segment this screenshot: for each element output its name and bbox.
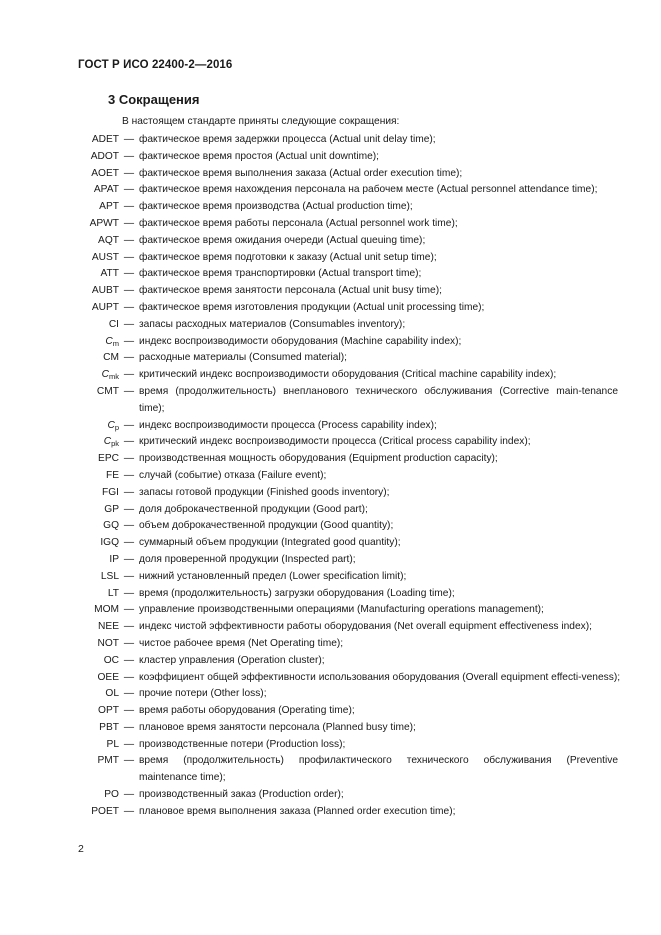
dash-separator: — (123, 705, 135, 717)
abbreviation-term: PMT (97, 755, 119, 767)
abbreviation-definition: фактическое время задержки процесса (Actual unit delay time); (139, 134, 436, 145)
abbreviation-term: OC (103, 654, 119, 666)
dash-separator: — (123, 553, 135, 565)
abbreviation-term (0, 418, 119, 435)
abbreviation-definition: фактическое время выполнения заказа (Actual order execution time); (139, 167, 463, 179)
dash-separator: — (123, 604, 135, 616)
abbreviation-entry (0, 502, 661, 519)
dash-separator: — (123, 503, 135, 515)
abbreviation-definition: расходные материалы (Consumed material); (139, 352, 347, 364)
abbreviation-subscript: pk (111, 439, 119, 449)
abbreviation-definition: производственный заказ (Production order); (139, 789, 344, 801)
abbreviation-definition: время (продолжительность) загрузки оборудования (Loading time); (139, 587, 455, 599)
abbreviation-entry (0, 199, 661, 216)
abbreviation-entry (0, 149, 661, 166)
abbreviation-entry (0, 418, 661, 435)
abbreviation-entry (0, 334, 661, 351)
abbreviation-term: FE (105, 469, 119, 481)
abbreviation-symbol: C (101, 369, 109, 381)
abbreviation-term: EPC (98, 453, 119, 465)
abbreviation-entry (0, 653, 661, 670)
abbreviation-entry (0, 720, 661, 737)
abbreviation-entry (0, 753, 661, 787)
dash-separator: — (123, 789, 135, 801)
abbreviation-entry (0, 686, 661, 703)
abbreviation-term: OPT (98, 705, 119, 717)
abbreviation-entry (0, 737, 661, 754)
abbreviation-definition: фактическое время нахождения персонала на рабочем месте (Actual personnel attendance time); (139, 184, 598, 196)
dash-separator: — (123, 486, 135, 498)
abbreviation-definition: время работы оборудования (Operating time); (139, 705, 355, 717)
abbreviation-entry (0, 619, 661, 636)
abbreviation-definition: фактическое время занятости персонала (Actual unit busy time); (139, 285, 442, 297)
abbreviation-definition: время (продолжительность) профилактического технического обслуживания (Preventive maintenance time); (139, 755, 618, 784)
abbreviation-term: IGQ (100, 537, 119, 549)
abbreviation-term: PO (104, 789, 119, 801)
abbreviation-definition: доля доброкачественной продукции (Good part); (139, 503, 368, 515)
abbreviation-term: OL (105, 688, 119, 700)
abbreviation-definition: суммарный объем продукции (Integrated good quantity); (139, 537, 401, 549)
abbreviation-definition: прочие потери (Other loss); (139, 688, 267, 700)
abbreviation-definition: запасы готовой продукции (Finished goods inventory); (139, 486, 390, 498)
abbreviation-entry (0, 317, 661, 334)
abbreviation-entry (0, 283, 661, 300)
dash-separator: — (123, 301, 135, 313)
abbreviation-definition: плановое время занятости персонала (Planned busy time); (139, 721, 416, 733)
abbreviation-symbol: C (103, 436, 112, 448)
abbreviation-term (0, 367, 119, 384)
abbreviation-definition: управление производственными операциями (Manufacturing operations management); (139, 604, 544, 616)
abbreviation-entry (0, 132, 661, 149)
dash-separator: — (123, 150, 135, 162)
dash-separator: — (123, 755, 135, 767)
abbreviation-term: CI (108, 318, 119, 330)
abbreviation-definition: производственные потери (Production loss); (139, 738, 346, 750)
abbreviation-term: CM (103, 352, 119, 364)
abbreviation-definition: критический индекс воспроизводимости процесса (Critical process capability index); (139, 436, 531, 448)
abbreviation-entry (0, 703, 661, 720)
dash-separator: — (123, 520, 135, 532)
abbreviation-term: GQ (103, 520, 119, 532)
abbreviation-term: APT (99, 201, 119, 213)
dash-separator: — (123, 234, 135, 246)
abbreviation-definition: доля проверенной продукции (Inspected part); (139, 553, 356, 565)
dash-separator: — (123, 134, 135, 145)
abbreviation-term: CMT (96, 385, 119, 397)
abbreviation-definition: фактическое время работы персонала (Actual personnel work time); (139, 217, 458, 229)
dash-separator: — (123, 637, 135, 649)
abbreviation-definition: производственная мощность оборудования (Equipment production capacity); (139, 453, 498, 465)
abbreviation-term: ADET (91, 134, 119, 145)
abbreviation-definition: индекс воспроизводимости оборудования (Machine capability index); (139, 335, 462, 347)
section-title: 3 Сокращения (108, 92, 200, 107)
abbreviation-entry (0, 166, 661, 183)
abbreviation-term: AQT (98, 234, 119, 246)
abbreviation-term: ADOT (90, 150, 119, 162)
abbreviation-definition: фактическое время изготовления продукции (Actual unit processing time); (139, 301, 485, 313)
abbreviation-definition: случай (событие) отказа (Failure event); (139, 469, 327, 481)
abbreviation-term: MOM (94, 604, 119, 616)
abbreviation-entry (0, 552, 661, 569)
abbreviation-term: FGI (102, 486, 119, 498)
abbreviation-entry (0, 787, 661, 804)
abbreviation-term: APAT (93, 184, 119, 196)
abbreviation-term: AUST (91, 251, 119, 263)
dash-separator: — (123, 688, 135, 700)
abbreviation-definition: время (продолжительность) внепланового технического обслуживания (Corrective main-tenance time); (139, 385, 618, 414)
abbreviation-list (0, 132, 661, 821)
section-intro: В настоящем стандарте приняты следующие сокращения: (122, 116, 400, 127)
dash-separator: — (123, 184, 135, 196)
abbreviation-term: ATT (100, 268, 119, 280)
dash-separator: — (123, 385, 135, 397)
dash-separator: — (123, 201, 135, 213)
dash-separator: — (123, 621, 135, 633)
abbreviation-term: AUBT (91, 285, 119, 297)
abbreviation-definition: нижний установленный предел (Lower specification limit); (139, 570, 407, 582)
dash-separator: — (123, 369, 135, 381)
abbreviation-term: PBT (99, 721, 119, 733)
abbreviation-definition: плановое время выполнения заказа (Planned order execution time); (139, 805, 456, 817)
abbreviation-definition: фактическое время простоя (Actual unit downtime); (139, 150, 379, 162)
abbreviation-entry (0, 586, 661, 603)
abbreviation-term: NEE (98, 621, 119, 633)
abbreviation-definition: объем доброкачественной продукции (Good quantity); (139, 520, 394, 532)
abbreviation-term: NOT (97, 637, 119, 649)
abbreviation-entry (0, 468, 661, 485)
dash-separator: — (123, 251, 135, 263)
dash-separator: — (123, 419, 135, 431)
dash-separator: — (123, 570, 135, 582)
abbreviation-subscript: m (112, 338, 119, 348)
abbreviation-term (0, 334, 119, 351)
abbreviation-definition: запасы расходных материалов (Consumables inventory); (139, 318, 406, 330)
abbreviation-entry (0, 670, 661, 687)
abbreviation-definition: коэффициент общей эффективности использования оборудования (Overall equipment effecti-veness); (139, 671, 621, 683)
abbreviation-definition: фактическое время ожидания очереди (Actual queuing time); (139, 234, 426, 246)
abbreviation-entry (0, 569, 661, 586)
abbreviation-term: LT (107, 587, 119, 599)
abbreviation-term: AUPT (91, 301, 119, 313)
abbreviation-entry (0, 636, 661, 653)
abbreviation-entry (0, 535, 661, 552)
abbreviation-subscript: mk (109, 372, 119, 382)
abbreviation-entry (0, 182, 661, 199)
abbreviation-term: IP (109, 553, 119, 565)
abbreviation-entry (0, 250, 661, 267)
abbreviation-entry (0, 804, 661, 821)
dash-separator: — (123, 268, 135, 280)
abbreviation-term (0, 434, 119, 451)
abbreviation-entry (0, 518, 661, 535)
abbreviation-entry (0, 233, 661, 250)
dash-separator: — (123, 167, 135, 179)
abbreviation-term: GP (104, 503, 119, 515)
dash-separator: — (123, 469, 135, 481)
abbreviation-definition: чистое рабочее время (Net Operating time); (139, 637, 344, 649)
abbreviation-term: LSL (100, 570, 119, 582)
dash-separator: — (123, 285, 135, 297)
abbreviation-definition: фактическое время производства (Actual production time); (139, 201, 413, 213)
abbreviation-term: OEE (97, 671, 119, 683)
abbreviation-term: POET (91, 805, 119, 817)
abbreviation-entry (0, 485, 661, 502)
abbreviation-entry (0, 266, 661, 283)
dash-separator: — (123, 318, 135, 330)
dash-separator: — (123, 587, 135, 599)
abbreviation-entry (0, 384, 661, 418)
dash-separator: — (123, 738, 135, 750)
abbreviation-definition: фактическое время транспортировки (Actual transport time); (139, 268, 422, 280)
abbreviation-symbol: C (105, 335, 113, 347)
abbreviation-entry (0, 434, 661, 451)
dash-separator: — (123, 217, 135, 229)
dash-separator: — (123, 721, 135, 733)
abbreviation-entry (0, 367, 661, 384)
dash-separator: — (123, 335, 135, 347)
dash-separator: — (123, 352, 135, 364)
abbreviation-definition: критический индекс воспроизводимости оборудования (Critical machine capability index); (139, 369, 557, 381)
dash-separator: — (123, 537, 135, 549)
dash-separator: — (123, 436, 135, 448)
abbreviation-term: APWT (89, 217, 119, 229)
abbreviation-term: PL (106, 738, 119, 750)
dash-separator: — (123, 671, 135, 683)
document-header: ГОСТ Р ИСО 22400-2—2016 (78, 59, 233, 71)
abbreviation-definition: индекс чистой эффективности работы оборудования (Net overall equipment effectiveness index); (139, 621, 592, 633)
abbreviation-definition: кластер управления (Operation cluster); (139, 654, 325, 666)
abbreviation-symbol: C (107, 419, 115, 431)
abbreviation-definition: индекс воспроизводимости процесса (Process capability index); (139, 419, 437, 431)
abbreviation-entry (0, 300, 661, 317)
abbreviation-entry (0, 350, 661, 367)
abbreviation-entry (0, 602, 661, 619)
dash-separator: — (123, 654, 135, 666)
abbreviation-entry (0, 451, 661, 468)
abbreviation-entry (0, 216, 661, 233)
abbreviation-term: AOET (91, 167, 119, 179)
page-number: 2 (78, 843, 84, 855)
dash-separator: — (123, 805, 135, 817)
dash-separator: — (123, 453, 135, 465)
abbreviation-definition: фактическое время подготовки к заказу (Actual unit setup time); (139, 251, 437, 263)
abbreviation-subscript: p (114, 422, 119, 432)
